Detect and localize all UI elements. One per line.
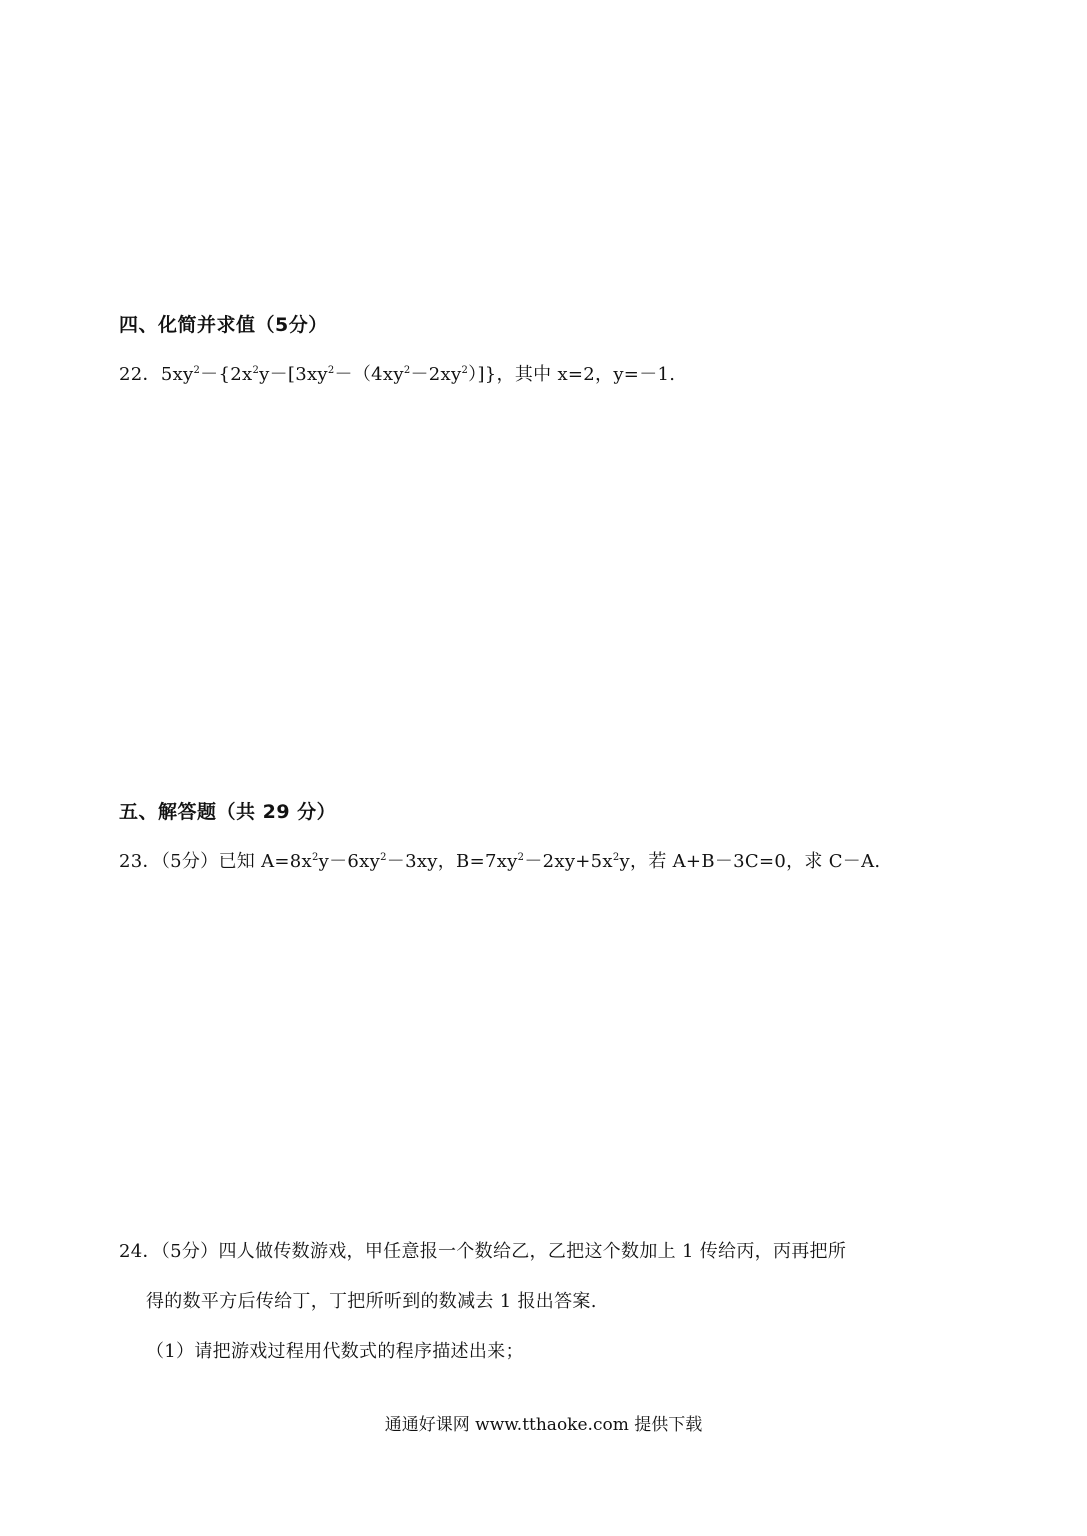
section-5-heading: 五、解答题（共 29 分） xyxy=(119,801,337,823)
footer-credit: 通通好课网 www.tthaoke.com 提供下载 xyxy=(384,1415,703,1435)
question-number: 23． xyxy=(119,851,161,872)
section-4-heading: 四、化简并求值（5分） xyxy=(119,314,328,336)
question-22: 22．$5xy^2-\{2x^2y-[3xy^2-(4xy^2-2xy^2)]\}$，其中 x=2，y=－1. xyxy=(119,364,676,385)
question-24-line-1: 24．（5分）四人做传数游戏，甲任意报一个数给乙，乙把这个数加上 1 传给丙，丙再把所 xyxy=(119,1241,847,1262)
question-24-line-2: 得的数平方后传给丁，丁把所听到的数减去 1 报出答案. xyxy=(146,1291,597,1312)
question-24-part-1: （1）请把游戏过程用代数式的程序描述出来； xyxy=(146,1341,524,1362)
question-number: 22． xyxy=(119,364,161,385)
question-23: 23．（5分）已知 $A=8x^2y-6xy^2-3xy$，$B=7xy^2-2xy+5x^2y$，若 A+B－3C=0，求 C－A. xyxy=(119,851,881,872)
